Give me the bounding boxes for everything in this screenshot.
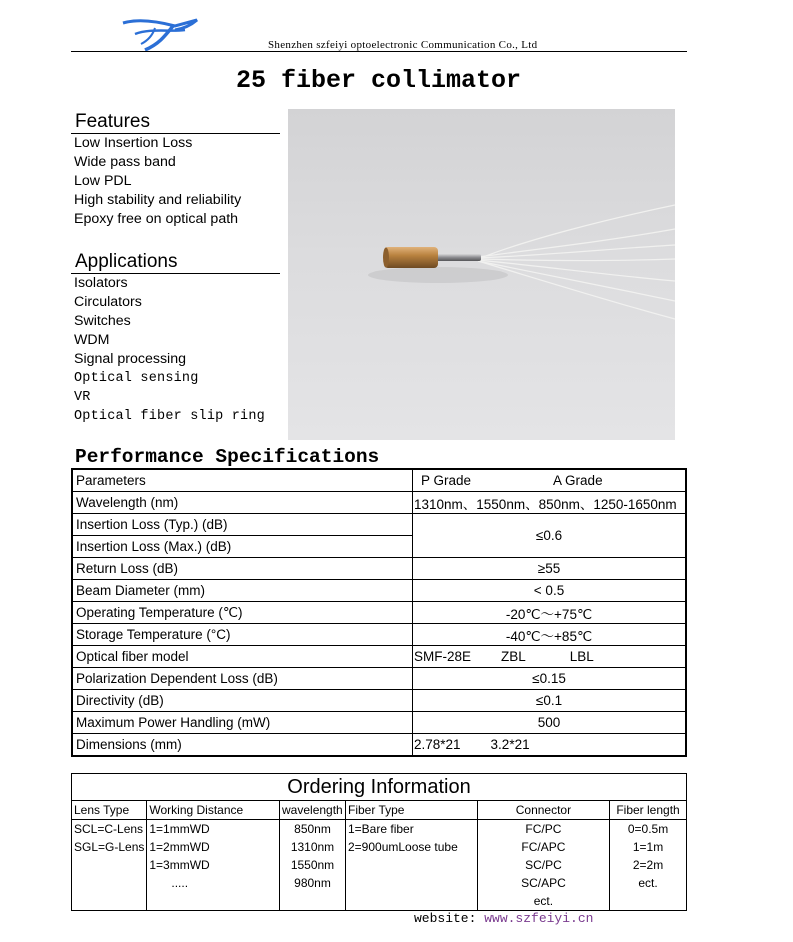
company-name: Shenzhen szfeiyi optoelectronic Communication Co., Ltd xyxy=(268,39,538,51)
table-header-cell: Lens Type xyxy=(72,801,147,820)
table-header-cell: Fiber Type xyxy=(346,801,478,820)
table-cell: 1310nm xyxy=(280,838,346,856)
table-cell: Dimensions (mm) xyxy=(72,734,413,757)
performance-heading: Performance Specifications xyxy=(75,446,380,468)
applications-list xyxy=(74,274,265,426)
table-row xyxy=(72,838,687,856)
table-row xyxy=(72,668,686,690)
table-cell xyxy=(413,646,687,668)
list-item: Circulators xyxy=(74,294,142,310)
table-cell xyxy=(72,892,147,911)
table-cell: SGL=G-Lens xyxy=(72,838,147,856)
table-cell: FC/PC xyxy=(477,820,609,839)
table-cell: 1=Bare fiber xyxy=(346,820,478,839)
p-grade-label: P Grade xyxy=(421,473,472,488)
table-row xyxy=(72,874,687,892)
table-cell: Beam Diameter (mm) xyxy=(72,580,413,602)
table-row xyxy=(72,820,687,839)
website-footer xyxy=(414,911,593,926)
table-cell: ≥55 xyxy=(413,558,687,580)
list-item: Optical fiber slip ring xyxy=(74,409,265,424)
website-link[interactable]: www.szfeiyi.cn xyxy=(484,911,594,926)
table-cell: 850nm xyxy=(280,820,346,839)
table-row xyxy=(72,580,686,602)
company-logo xyxy=(115,14,210,52)
applications-heading: Applications xyxy=(75,251,178,272)
list-item: Wide pass band xyxy=(74,154,176,170)
list-item: Signal processing xyxy=(74,351,186,367)
table-cell: 1=1mmWD xyxy=(147,820,280,839)
page-title: 25 fiber collimator xyxy=(235,66,522,95)
header-divider xyxy=(71,51,687,52)
table-cell: 1310nm、1550nm、850nm、1250-1650nm xyxy=(413,492,687,514)
table-header-cell: Connector xyxy=(477,801,609,820)
table-cell: Polarization Dependent Loss (dB) xyxy=(72,668,413,690)
list-item: Low Insertion Loss xyxy=(74,135,193,151)
table-row xyxy=(72,734,686,757)
table-cell: SC/PC xyxy=(477,856,609,874)
table-cell xyxy=(72,874,147,892)
table-cell: ..... xyxy=(147,874,280,892)
table-cell: ≤0.15 xyxy=(413,668,687,690)
fiber-model-3: LBL xyxy=(569,649,594,664)
table-cell xyxy=(610,892,687,911)
features-list xyxy=(74,134,241,229)
table-row xyxy=(72,856,687,874)
table-cell: 0=0.5m xyxy=(610,820,687,839)
table-row xyxy=(72,646,686,668)
list-item: Epoxy free on optical path xyxy=(74,211,239,227)
table-header-cell: Fiber length xyxy=(610,801,687,820)
table-row xyxy=(72,558,686,580)
a-grade-label: A Grade xyxy=(553,473,603,488)
features-heading: Features xyxy=(75,111,150,132)
table-row xyxy=(72,602,686,624)
table-row xyxy=(72,690,686,712)
website-label: website: xyxy=(414,911,485,926)
table-cell: Optical fiber model xyxy=(72,646,413,668)
table-cell: SC/APC xyxy=(477,874,609,892)
table-cell: Operating Temperature (℃) xyxy=(72,602,413,624)
table-cell: Insertion Loss (Max.) (dB) xyxy=(72,536,413,558)
list-item: WDM xyxy=(74,332,110,348)
table-row xyxy=(72,712,686,734)
list-item: Optical sensing xyxy=(74,371,199,386)
table-row xyxy=(72,514,686,536)
table-cell: FC/APC xyxy=(477,838,609,856)
table-cell: 2=2m xyxy=(610,856,687,874)
table-header-cell: Working Distance xyxy=(147,801,280,820)
table-row xyxy=(72,892,687,911)
ordering-heading: Ordering Information xyxy=(287,776,471,798)
table-cell: ≤0.1 xyxy=(413,690,687,712)
list-item: VR xyxy=(74,390,91,405)
table-cell: Wavelength (nm) xyxy=(72,492,413,514)
table-cell xyxy=(280,892,346,911)
table-cell: Insertion Loss (Typ.) (dB) xyxy=(72,514,413,536)
performance-table xyxy=(71,468,687,757)
table-cell: Maximum Power Handling (mW) xyxy=(72,712,413,734)
table-cell: 980nm xyxy=(280,874,346,892)
table-cell xyxy=(147,892,280,911)
dimension-2: 3.2*21 xyxy=(490,737,530,752)
table-cell: ≤0.6 xyxy=(413,514,687,558)
table-cell: 1550nm xyxy=(280,856,346,874)
list-item: Switches xyxy=(74,313,131,329)
table-row xyxy=(72,492,686,514)
table-cell: 1=3mmWD xyxy=(147,856,280,874)
table-cell: Directivity (dB) xyxy=(72,690,413,712)
table-cell: ect. xyxy=(477,892,609,911)
table-row xyxy=(72,469,686,492)
table-row xyxy=(72,801,687,820)
table-cell xyxy=(72,856,147,874)
table-cell xyxy=(346,874,478,892)
table-cell: SCL=C-Lens xyxy=(72,820,147,839)
list-item: Isolators xyxy=(74,275,128,291)
table-cell: -40℃～+85℃ xyxy=(413,624,687,646)
table-row xyxy=(72,624,686,646)
dimension-1: 2.78*21 xyxy=(414,737,461,752)
table-cell: < 0.5 xyxy=(413,580,687,602)
table-cell xyxy=(346,856,478,874)
fiber-model-1: SMF-28E xyxy=(414,649,472,664)
table-cell: ect. xyxy=(610,874,687,892)
table-cell: 500 xyxy=(413,712,687,734)
table-cell: -20℃～+75℃ xyxy=(413,602,687,624)
table-cell: Return Loss (dB) xyxy=(72,558,413,580)
list-item: Low PDL xyxy=(74,173,132,189)
table-cell xyxy=(413,734,687,757)
table-cell xyxy=(413,469,687,492)
list-item: High stability and reliability xyxy=(74,192,242,208)
table-cell: 1=2mmWD xyxy=(147,838,280,856)
ordering-table xyxy=(71,800,687,911)
collimator-illustration xyxy=(288,109,675,440)
table-cell xyxy=(346,892,478,911)
fiber-model-2: ZBL xyxy=(501,649,526,664)
table-cell: 1=1m xyxy=(610,838,687,856)
table-cell: Storage Temperature (°C) xyxy=(72,624,413,646)
table-header-cell: wavelength xyxy=(280,801,346,820)
table-cell: 2=900umLoose tube xyxy=(346,838,478,856)
table-cell: Parameters xyxy=(72,469,413,492)
product-photo xyxy=(288,109,675,440)
